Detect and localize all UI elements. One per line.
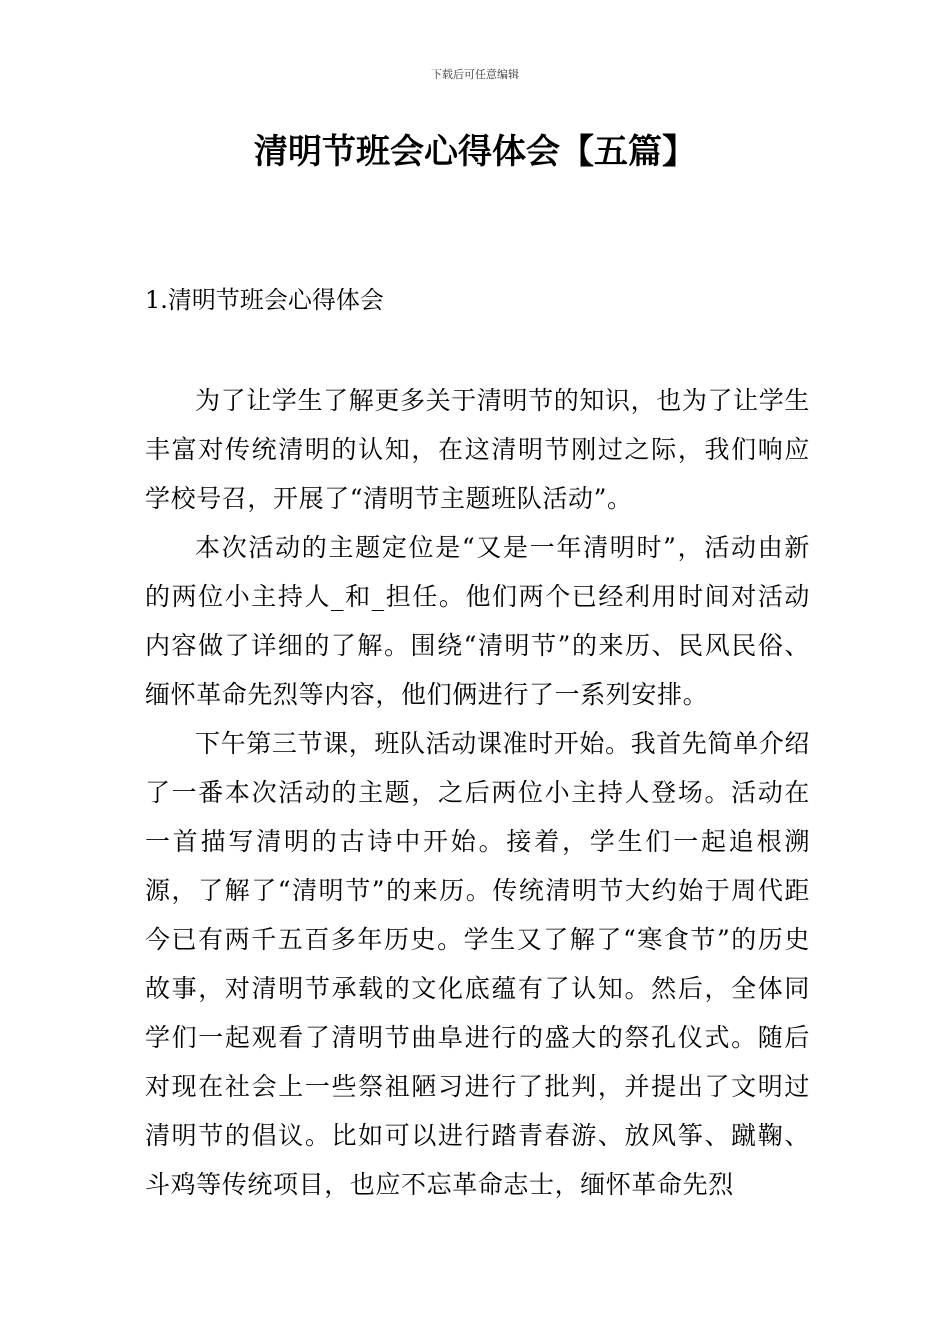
paragraph-1: 为了让学生了解更多关于清明节的知识，也为了让学生丰富对传统清明的认知，在这清明节刚过之际，我们响应学校号召，开展了“清明节主题班队活动”。 <box>145 386 810 513</box>
paragraph-3: 下午第三节课，班队活动课准时开始。我首先简单介绍了一番本次活动的主题，之后两位小主持人登场。活动在一首描写清明的古诗中开始。接着，学生们一起追根溯源，了解了“清明节”的来历。传统清明节大约始于周代距今已有两千五百多年历史。学生又了解了“寒食节”的历史故事，对清明节承载的文化底蕴有了认知。然后，全体同学们一起观看了清明节曲阜进行的盛大的祭孔仪式。随后对现在社会上一些祭祖陋习进行了批判，并提出了文明过清明节的倡议。比如可以进行踏青春游、放风筝、蹴鞠、斗鸡等传统项目，也应不忘革命志士，缅怀革命先烈 <box>145 729 810 1199</box>
section-heading: 1.清明节班会心得体会 <box>145 286 384 314</box>
paragraph-2: 本次活动的主题定位是“又是一年清明时”，活动由新的两位小主持人_和_担任。他们两个已经利用时间对活动内容做了详细的了解。围绕“清明节”的来历、民风民俗、缅怀革命先烈等内容，他们俩进行了一系列安排。 <box>145 533 810 709</box>
body-text <box>145 376 810 1209</box>
document-title: 清明节班会心得体会【五篇】 <box>254 132 696 172</box>
header-note: 下载后可任意编辑 <box>431 68 519 81</box>
